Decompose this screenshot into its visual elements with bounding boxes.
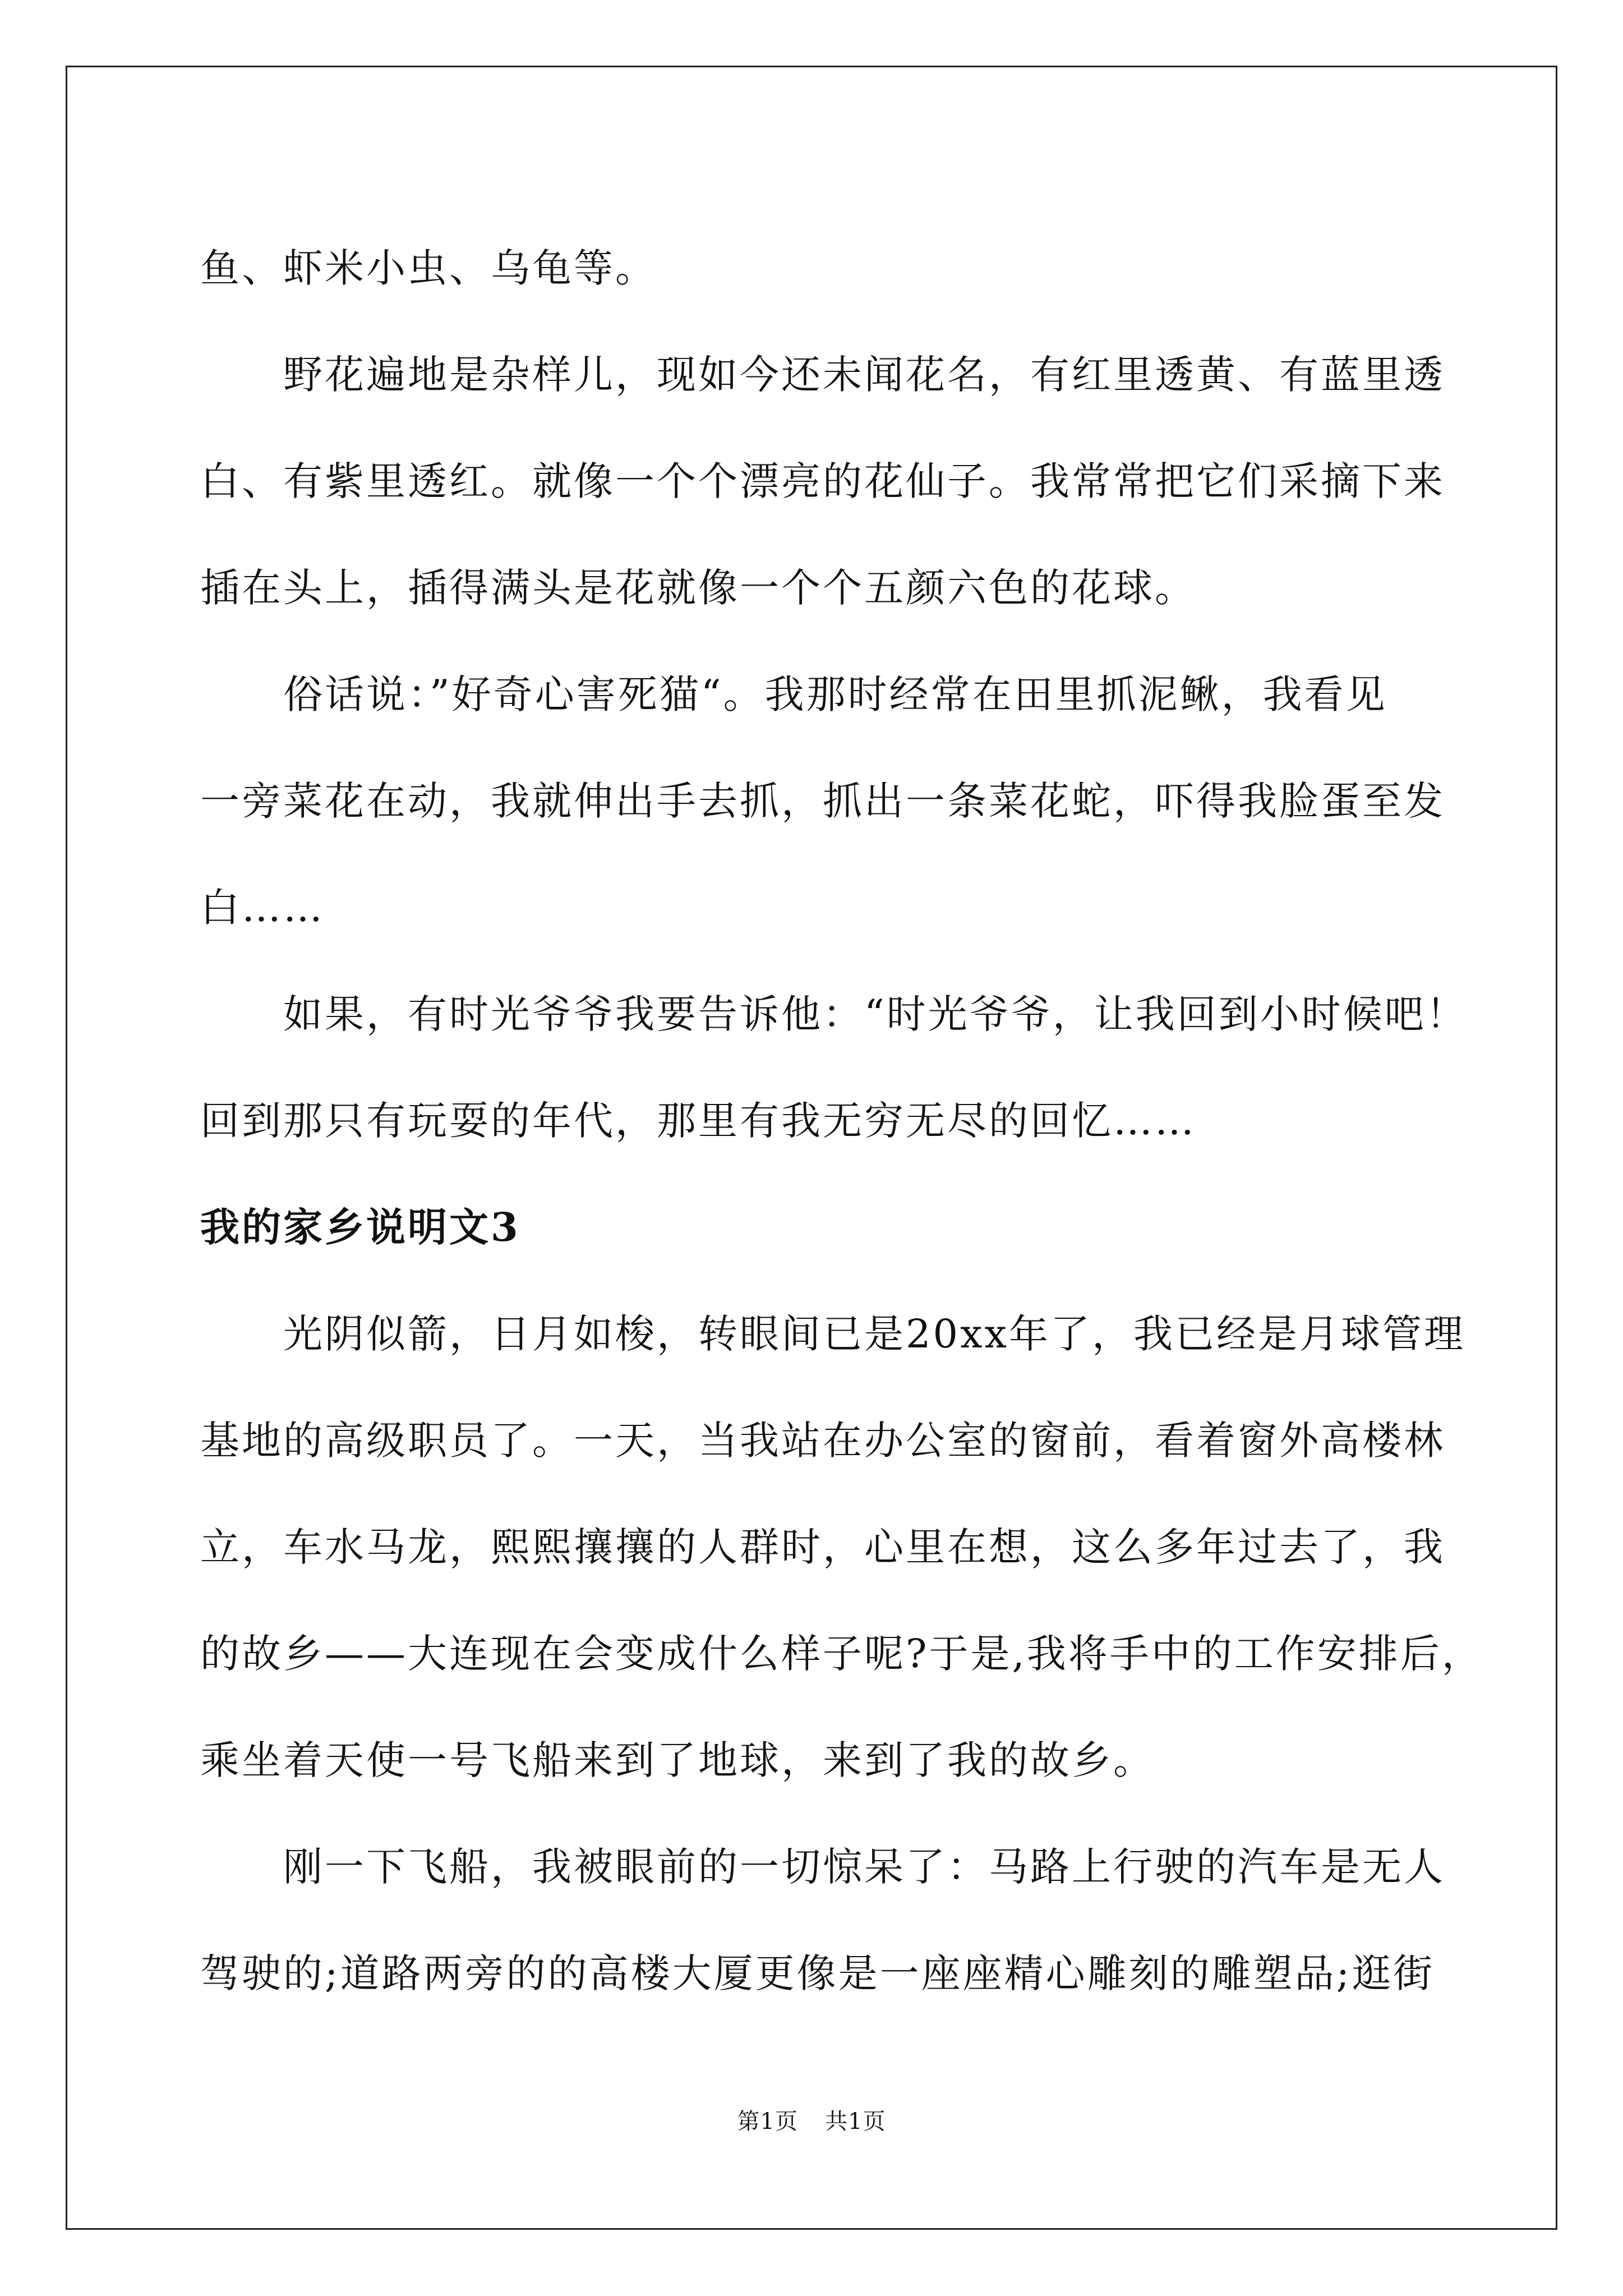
paragraph-line: 驾驶的;道路两旁的的高楼大厦更像是一座座精心雕刻的雕塑品;逛街 bbox=[200, 1950, 1435, 1996]
paragraph-line: 俗话说：”好奇心害死猫“。我那时经常在田里抓泥鳅，我看见 bbox=[283, 671, 1387, 717]
paragraph-line: 野花遍地是杂样儿，现如今还未闻花名，有红里透黄、有蓝里透 bbox=[283, 352, 1445, 398]
paragraph-line: 插在头上，插得满头是花就像一个个五颜六色的花球。 bbox=[200, 565, 1196, 611]
page-number: 第1页 bbox=[737, 2109, 798, 2134]
section-heading: 我的家乡说明文3 bbox=[200, 1204, 520, 1250]
page-footer bbox=[0, 2108, 1623, 2136]
paragraph-line: 一旁菜花在动，我就伸出手去抓，抓出一条菜花蛇，吓得我脸蛋至发 bbox=[200, 778, 1445, 824]
paragraph-line: 鱼、虾米小虫、乌龟等。 bbox=[200, 245, 657, 291]
paragraph-line: 回到那只有玩耍的年代，那里有我无穷无尽的回忆…… bbox=[200, 1098, 1196, 1144]
document-body bbox=[200, 215, 1483, 2027]
paragraph-line: 刚一下飞船，我被眼前的一切惊呆了：马路上行驶的汽车是无人 bbox=[283, 1844, 1445, 1890]
paragraph-line: 光阴似箭，日月如梭，转眼间已是20xx年了，我已经是月球管理 bbox=[283, 1311, 1466, 1357]
paragraph-line: 白…… bbox=[200, 885, 325, 931]
paragraph-line: 立，车水马龙，熙熙攘攘的人群时，心里在想，这么多年过去了，我 bbox=[200, 1524, 1445, 1570]
paragraph-line: 白、有紫里透红。就像一个个漂亮的花仙子。我常常把它们采摘下来 bbox=[200, 458, 1445, 504]
paragraph-line: 如果，有时光爷爷我要告诉他：“时光爷爷，让我回到小时候吧！ bbox=[283, 991, 1468, 1037]
paragraph-line: 的故乡——大连现在会变成什么样子呢?于是,我将手中的工作安排后， bbox=[200, 1631, 1483, 1677]
paragraph-line: 乘坐着天使一号飞船来到了地球，来到了我的故乡。 bbox=[200, 1737, 1155, 1783]
paragraph-line: 基地的高级职员了。一天，当我站在办公室的窗前，看着窗外高楼林 bbox=[200, 1418, 1445, 1464]
page-total: 共1页 bbox=[825, 2109, 886, 2134]
